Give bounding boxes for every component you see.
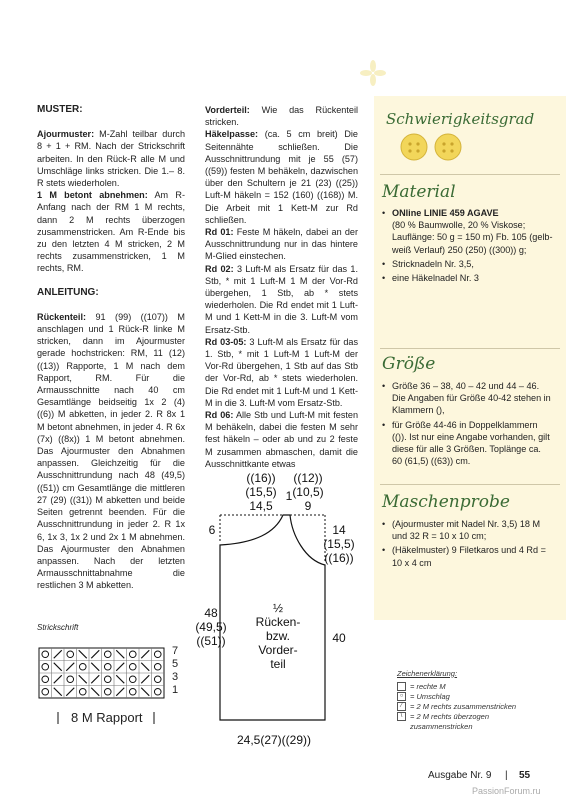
knit-stitch-icon [397,682,406,691]
legend-item [397,701,547,711]
rueckenteil-text: 91 (99) ((107)) M anschlagen und 1 Rück-R linke M stricken, dann im Ajourmuster gerade hochstricken: RM, 11 (12) ((13)) Rapporte, 1 M nach dem Rapport, RM. Für die Armausschnitte nach 40 cm Gesamtlänge beidseitig 1x 2 (4) ((6)) M abketten, in jeder 2. R 8x 1 M betont abnehmen, in jeder 4. R 6x (7x) ((8x)) 1 M betont abnehmen. Das Ajourmuster den Abnahmen anpassen. Gleichzeitig für die Ausschnittrundung nach 48 (49,5) ((51)) cm Gesamtlänge die mittleren 27 (29) ((31)) M abketten und beide Seiten getrennt beenden. Für die Ausschnittrundung in jeder 2. R 1x 6, 1x 3, 1x 2 und 2x 1 M abnehmen. Das Ajourmuster den Abnahmen anpassen. Nach der letzten Armausschnittabnahme die restlichen 3 M abketten. [37,311,185,591]
k2tog-icon: ⁄ [397,702,406,711]
yarn-over-icon [129,676,136,683]
sidebar-divider [380,174,560,175]
rapport-bracket [52,712,162,726]
legend-item [397,711,547,721]
yarn-over-icon [79,688,86,695]
dim-right-height: 40 [332,631,346,645]
yarn-over-icon [67,676,74,683]
list-item: • (Ajourmuster mit Nadel Nr. 3,5) 18 M und 32 R = 10 x 10 cm; [382,518,552,542]
legend-text: = 2 M rechts zusammenstricken [410,701,517,711]
dim-left-six: 6 [208,523,216,537]
flower-icon [360,60,386,86]
yarn-over-icon [79,663,86,670]
ssk-icon [79,650,87,658]
yarn-over-icon [154,688,161,695]
rd0305-paragraph [205,336,358,409]
yarn-over-icon [42,676,49,683]
yarn-over-icon [42,688,49,695]
dim-value: (15,5) [323,537,355,551]
yarn-over-icon [129,688,136,695]
chart-row-labels [172,645,178,697]
vorderteil-label: Vorderteil: [205,105,250,115]
chart-row-label: 1 [172,684,179,696]
anleitung-heading: ANLEITUNG: [37,286,99,298]
dim-value: (10,5) [292,485,324,499]
chart-grid [39,648,164,698]
k2tog-icon [141,675,149,683]
ajour-text: M-Zahl teilbar durch 8 + 1 + RM. Nach der Strickschrift arbeiten. In den Rück-R alle M und Umschläge links stricken. Die 1.– 8. R stets wiederholen. [37,129,185,189]
groesse-title: Größe [382,354,436,374]
chart-row-label: 5 [172,658,179,670]
rd06-text: Alle Stb und Luft-M mit festen M behäkeln, dabei die festen M sehr fest häkeln – oder ab und zu 2 feste M zusammen abmaschen, damit die Ausschnittkante etwas [205,410,359,469]
chart-rapport-label: 8 M Rapport [71,710,143,725]
material-detail: (80 % Baumwolle, 20 % Viskose; Lauflänge: 50 g = 150 m) Fb. 105 (gelb-weiß Verlauf) 250 (250) ((300)) g; [392,220,553,255]
material-list [382,207,557,286]
haekelpasse-paragraph [205,128,358,226]
betont-label: 1 M betont abnehmen: [37,190,148,201]
dim-value: (15,5) [245,485,277,499]
ssk-icon [91,688,99,696]
k2tog-icon [116,663,124,671]
betont-text: Am R-Anfang nach der RM 1 M rechts, dann 2 M rechts überzogen zusammenstricken. Am R-Ende bis zu den letzten 4 M stricken, 2 M rechts zusammenstricken, 1 M rechts, RM. [37,190,185,274]
yarn-over-icon [104,663,111,670]
ajour-label: Ajourmuster: [37,129,95,140]
vorderteil-text: Wie das Rückenteil stricken. [205,105,358,128]
dim-value: 9 [304,499,312,513]
legend-text: = rechte M [410,681,446,691]
rd0305-label: Rd 03-05: [205,336,247,347]
dim-value: ((51)) [196,634,226,648]
k2tog-icon [66,663,74,671]
footer-watermark: PassionForum.ru [472,786,541,796]
knitting-chart [37,646,167,712]
k2tog-icon [141,650,149,658]
rd06-label: Rd 06: [205,410,234,421]
rd01-text: Feste M häkeln, dabei an der Ausschnittrundung nur in das hintere M-Glied einstechen. [205,227,359,262]
left-column [37,104,185,592]
button-icon [435,134,461,160]
legend-text: = Umschlag [410,691,450,701]
rd02-paragraph [205,263,358,336]
material-product: ONline LINIE 459 AGAVE [392,208,499,218]
piece-label-line: ½ [272,601,283,615]
piece-label-line: Vorder- [258,643,298,657]
rd01-label: Rd 01: [205,227,234,238]
footer-separator: | [505,770,508,781]
k2tog-icon [54,650,62,658]
list-item: • Stricknadeln Nr. 3,5, [382,258,557,270]
ssk-icon [54,663,62,671]
chart-row-label: 3 [172,671,179,683]
dim-value: 14 [332,523,346,537]
piece-label-line: Rücken- [255,615,301,629]
legend-item [397,681,547,691]
chart-row-label: 7 [172,645,179,657]
dim-value: 48 [204,606,218,620]
middle-column [205,104,358,470]
vorderteil-paragraph [205,104,358,128]
dim-value: ((16)) [324,551,354,565]
betont-paragraph [37,189,185,274]
yarn-over-icon [104,688,111,695]
rd0305-text: 3 Luft-M als Ersatz für das 1. Stb, * mit 1 Luft-M 1 Luft-M der Vor-Rd übergehen, 1 Stb auf das Stb der Vor-Rd, ab * stets wiederholen. Die Rd endet mit 1 Luft-M und 1 Kett-M in die 3. Luft-M vom Ersatz-Stb. [205,336,358,408]
k2tog-icon [66,688,74,696]
yarn-over-icon [129,663,136,670]
chart-title: Strickschrift [37,623,79,632]
k2tog-icon [54,675,62,683]
dim-left-height [190,606,232,648]
dim-value: 14,5 [249,499,273,513]
ajour-paragraph [37,128,185,189]
dim-top-right [288,471,328,513]
rd06-paragraph [205,409,358,470]
yarn-over-icon [104,651,111,658]
sidebar-divider [380,348,560,349]
legend [397,668,547,731]
dim-top-left [238,471,284,513]
yarn-over-icon [104,676,111,683]
dim-right-shoulder [318,523,360,565]
maschenprobe-list [382,518,552,571]
yarn-over-icon [42,663,49,670]
difficulty-buttons-icon [398,130,472,164]
yarn-over-icon [154,651,161,658]
dim-value: (49,5) [195,620,227,634]
rueckenteil-paragraph [37,311,185,592]
ssk-icon [116,650,124,658]
legend-item: zusammenstricken [410,721,473,731]
difficulty-title: Schwierigkeitsgrad [386,110,535,128]
k2tog-icon [91,675,99,683]
legend-item [397,691,547,701]
piece-label [246,601,310,671]
k2tog-icon [116,688,124,696]
yarn-over-icon [67,651,74,658]
rd02-text: 3 Luft-M als Ersatz für das 1. Stb, * mit 1 Luft-M 1 M der Vor-Rd übergehen, 1 Stb, ab * stets wiederholen. Die Rd endet mit 1 Luft-M und 1 Kett-M in die 3. Luft-M vom Ersatz-Stb. [205,263,358,335]
piece-label-line: teil [270,657,286,671]
rueckenteil-label: Rückenteil: [37,311,87,322]
yarn-over-icon [42,651,49,658]
yarn-over-icon [154,663,161,670]
legend-title: Zeichenerklärung: [397,668,458,678]
ssk-icon [141,663,149,671]
rd01-paragraph [205,226,358,263]
footer-page-number: 55 [519,770,531,781]
dim-bottom-width: 24,5(27)((29)) [236,733,312,747]
yarn-over-icon [129,651,136,658]
list-item: • (Häkelmuster) 9 Filetkaros und 4 Rd = 10 x 4 cm [382,544,552,568]
legend-text: = 2 M rechts überzogen [410,711,490,721]
haekelpasse-text: (ca. 5 cm breit) Die Seitennähte schließen. Die Ausschnittrundung mit je 55 (57) ((59)) festen M behäkeln, dazwischen über den Schultern je 21 (23) ((25)) Luft-M häkeln = 152 (160) ((168)) M. Die Arbeit mit 1 Kett-M zur Rd schließen. [205,129,358,225]
k2tog-icon [91,650,99,658]
ssk-icon [79,675,87,683]
ssk-icon [54,688,62,696]
haekelpasse-label: Häkelpasse: [205,129,259,140]
ssk-icon [116,675,124,683]
ssk-icon: \ [397,712,406,721]
list-item: • Größe 36 – 38, 40 – 42 und 44 – 46. Die Angaben für Größe 40-42 stehen in Klammern (), [382,380,552,417]
list-item: • für Größe 44-46 in Doppelklammern (()). Ist nur eine Angabe vorhanden, gilt diese für alle 3 Größen. Toplänge ca. 60 (61,5) ((63)) cm. [382,419,552,468]
groesse-list [382,380,552,469]
button-icon [401,134,427,160]
yarn-over-icon [154,676,161,683]
dim-top-one: 1 [285,489,293,503]
footer-issue: Ausgabe Nr. 9 [428,770,492,781]
dim-value: ((12)) [293,471,323,485]
muster-heading: MUSTER: [37,104,83,115]
rd02-label: Rd 02: [205,263,234,274]
piece-label-line: bzw. [265,629,290,643]
sidebar-divider [380,484,560,485]
ssk-icon [141,688,149,696]
material-title: Material [382,182,456,202]
ssk-icon [91,663,99,671]
yarn-over-icon: ○ [397,692,406,701]
maschenprobe-title: Maschenprobe [382,492,510,512]
list-item: • eine Häkelnadel Nr. 3 [382,272,557,284]
list-item [382,207,557,256]
dim-value: ((16)) [246,471,276,485]
